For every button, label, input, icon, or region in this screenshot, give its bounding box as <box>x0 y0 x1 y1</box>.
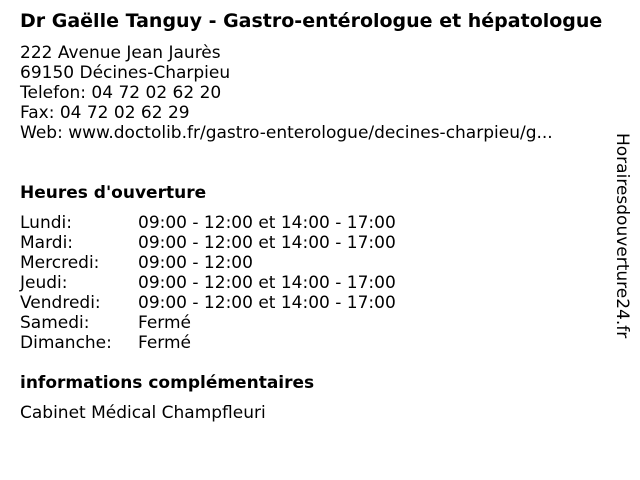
fax-number: Fax: 04 72 02 62 29 <box>20 103 190 123</box>
hours-row-mercredi <box>20 253 396 273</box>
day-label: Mardi: <box>20 233 74 253</box>
additional-info-heading: informations complémentaires <box>20 373 315 393</box>
day-hours: 09:00 - 12:00 et 14:00 - 17:00 <box>138 293 396 313</box>
phone-number[interactable]: Telefon: 04 72 02 62 20 <box>20 83 222 103</box>
site-watermark: Horairesdouverture24.fr <box>612 133 632 339</box>
day-hours: 09:00 - 12:00 et 14:00 - 17:00 <box>138 233 396 253</box>
hours-row-jeudi <box>20 273 396 293</box>
address-street: 222 Avenue Jean Jaurès <box>20 43 221 63</box>
day-label: Dimanche: <box>20 333 112 353</box>
day-label: Jeudi: <box>20 273 68 293</box>
hours-row-vendredi <box>20 293 396 313</box>
opening-hours-table <box>20 213 396 353</box>
contact-details <box>20 43 616 143</box>
address-city: 69150 Décines-Charpieu <box>20 63 231 83</box>
hours-row-mardi <box>20 233 396 253</box>
business-card <box>20 10 616 423</box>
day-hours: Fermé <box>138 333 192 353</box>
day-label: Vendredi: <box>20 293 101 313</box>
website-link[interactable]: Web: www.doctolib.fr/gastro-enterologue/decines-charpieu/g... <box>20 123 553 143</box>
day-hours: 09:00 - 12:00 <box>138 253 253 273</box>
day-hours: 09:00 - 12:00 et 14:00 - 17:00 <box>138 213 396 233</box>
day-label: Lundi: <box>20 213 72 233</box>
day-label: Mercredi: <box>20 253 100 273</box>
hours-row-samedi <box>20 313 396 333</box>
additional-info-text: Cabinet Médical Champfleuri <box>20 403 266 423</box>
day-label: Samedi: <box>20 313 90 333</box>
day-hours: Fermé <box>138 313 192 333</box>
page-title: Dr Gaëlle Tanguy - Gastro-entérologue et hépatologue <box>20 10 603 32</box>
hours-row-dimanche <box>20 333 396 353</box>
day-hours: 09:00 - 12:00 et 14:00 - 17:00 <box>138 273 396 293</box>
hours-row-lundi <box>20 213 396 233</box>
hours-heading: Heures d'ouverture <box>20 183 207 203</box>
